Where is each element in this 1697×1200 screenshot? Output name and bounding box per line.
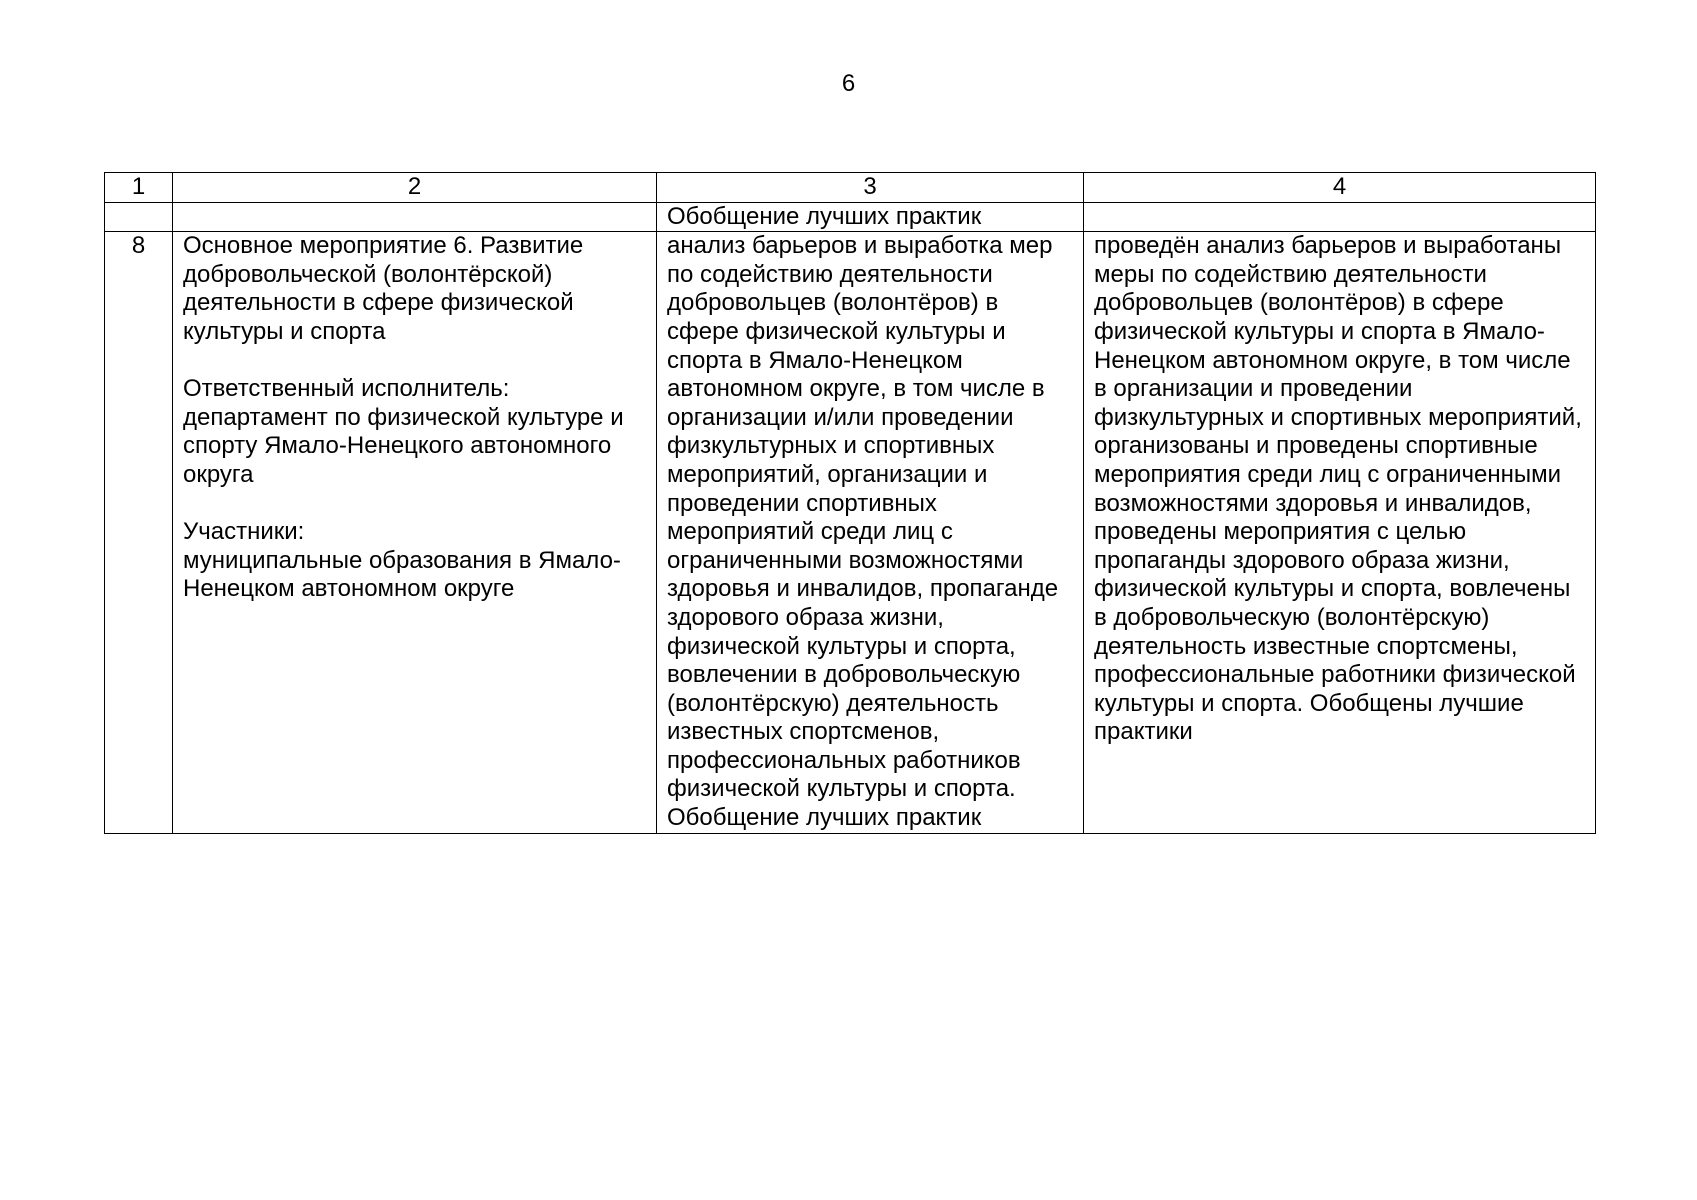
header-cell-2: 2 [173, 173, 657, 203]
table-header-row [105, 173, 1596, 203]
program-table [104, 172, 1596, 834]
table-row-continuation [105, 202, 1596, 232]
participants-value: муниципальные образования в Ямало-Ненецком автономном округе [183, 546, 621, 603]
paragraph-gap [183, 347, 646, 376]
row-number-cell: 8 [105, 232, 173, 833]
paragraph-gap [183, 490, 646, 519]
header-cell-4: 4 [1084, 173, 1596, 203]
header-cell-1: 1 [105, 173, 173, 203]
continuation-cell-1 [105, 202, 173, 232]
event-cell [173, 232, 657, 833]
responsible-value: департамент по физической культуре и спорту Ямало-Ненецкого автономного округа [183, 403, 624, 488]
continuation-cell-3: Обобщение лучших практик [657, 202, 1084, 232]
event-title: Основное мероприятие 6. Развитие добровольческой (волонтёрской) деятельности в сфере физической культуры и спорта [183, 232, 584, 345]
tasks-cell: анализ барьеров и выработка мер по содействию деятельности добровольцев (волонтёров) в сфере физической культуры и спорта в Ямало-Ненецком автономном округе, в том числе в организации и/или проведении физкультурных и спортивных мероприятий, организации и проведении спортивных мероприятий среди лиц с ограниченными возможностями здоровья и инвалидов, пропаганде здорового образа жизни, физической культуры и спорта, вовлечении в добровольческую (волонтёрскую) деятельность известных спортсменов, профессиональных работников физической культуры и спорта. Обобщение лучших практик [657, 232, 1084, 833]
responsible-label: Ответственный исполнитель: [183, 375, 510, 403]
results-cell: проведён анализ барьеров и выработаны меры по содействию деятельности добровольцев (волонтёров) в сфере физической культуры и спорта в Ямало-Ненецком автономном округе, в том числе в организации и проведении физкультурных и спортивных мероприятий, организованы и проведены спортивные мероприятия среди лиц с ограниченными возможностями здоровья и инвалидов, проведены мероприятия с целью пропаганды здорового образа жизни, физической культуры и спорта, вовлечены в добровольческую (волонтёрскую) деятельность известные спортсмены, профессиональные работники физической культуры и спорта. Обобщены лучшие практики [1084, 232, 1596, 833]
table-row-8 [105, 232, 1596, 833]
participants-label: Участники: [183, 518, 305, 546]
continuation-cell-4 [1084, 202, 1596, 232]
continuation-cell-2 [173, 202, 657, 232]
header-cell-3: 3 [657, 173, 1084, 203]
page-number: 6 [841, 70, 856, 97]
